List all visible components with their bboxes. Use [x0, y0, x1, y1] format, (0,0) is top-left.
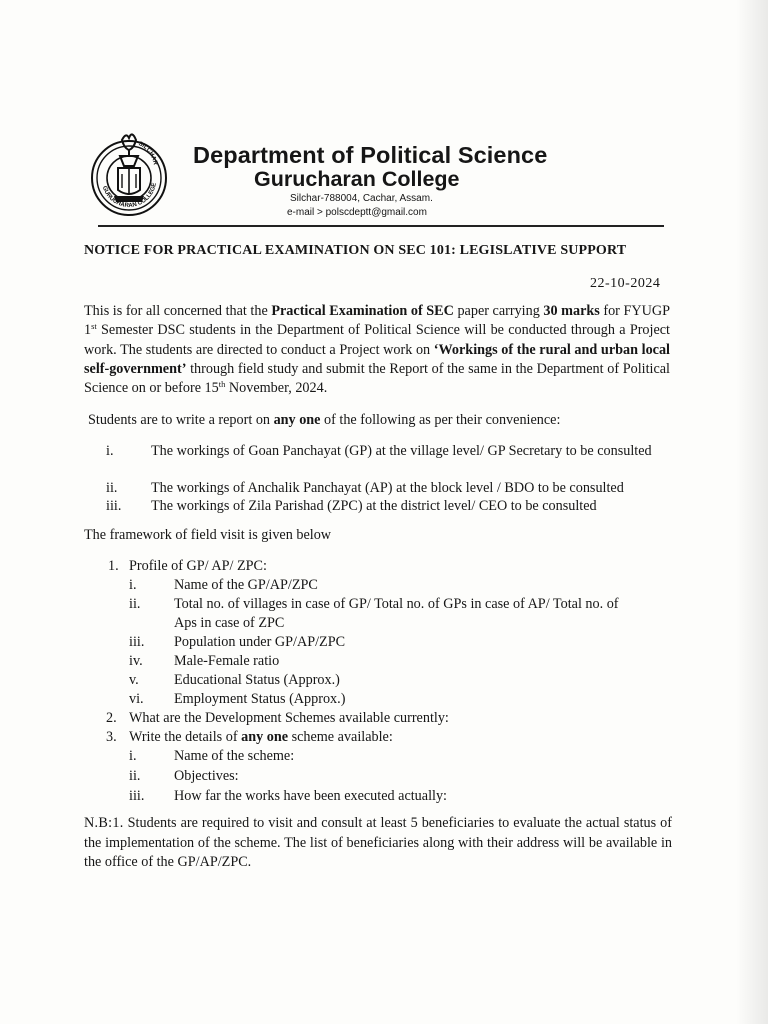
letterhead-divider — [98, 225, 664, 227]
notice-page: GURUCHARAN COLLEGE SILCHAR Department of Political Science Gurucharan College Silchar-788004, Cachar, Assam. e-mail > polscdeptt@gmail.com NOTICE FOR PRACTICAL EXAMINATION ON SEC 101: LEGISLATIVE SUPPORT 22-10-2024 This is for all concerned that the Practical Examination of SEC paper carrying 30 marks for FYUGP 1st Semester DSC students in the Department of Political Science will be conducted through a Project work. The students are directed to conduct a Project work on ‘Workings of the rural and urban local self-government’ through field study and submit the Report of the same in the Department of Political Science on or before 15th November, 2024. Students are to write a report on any one of the following as per their convenience: i. The workings of Goan Panchayat (GP) at the village level/ GP Secretary to be consulted ii. The workings of Anchalik Panchayat (AP) at the block level / BDO to be consulted iii. The workings of Zila Parishad (ZPC) at the district level/ CEO to be consulted The framework of field visit is given below 1. Profile of GP/ AP/ ZPC: i. Name of the GP/AP/ZPC ii. Total no. of villages in case of GP/ Total no. of GPs in case of AP/ Total no. of Aps in case of ZPC iii. Population under GP/AP/ZPC iv. Male-Female ratio v. Educational Status (Approx.) vi. Employment Status (Approx.) 2. What are the Development Schemes available currently: 3. Write the details of any one scheme available: i. Name of the scheme: ii. Objectives: iii. How far the works have been executed actually: N.B:1. Students are required to visit and consult at least 5 beneficiaries to evaluate the actual status of the implementation of the scheme. The list of beneficiaries along with their address will be available in the office of the GP/AP/ZPC. — [0, 0, 768, 1024]
college-seal-logo — [84, 128, 174, 222]
college-address: Silchar-788004, Cachar, Assam. — [290, 193, 433, 204]
notice-body-paragraph: This is for all concerned that the Practical Examination of SEC paper carrying 30 marks for FYUGP 1st Semester DSC students in the Department of Political Science will be conducted through a Project work. The students are directed to conduct a Project work on ‘Workings of the rural and urban local self-government’ through field study and submit the Report of the same in the Department of Political Science on or before 15th November, 2024. — [84, 303, 670, 397]
department-email: e-mail > polscdeptt@gmail.com — [287, 207, 427, 218]
notice-title: NOTICE FOR PRACTICAL EXAMINATION ON SEC 101: LEGISLATIVE SUPPORT — [84, 243, 627, 258]
framework-heading: The framework of field visit is given below — [84, 527, 332, 543]
college-name: Gurucharan College — [254, 167, 460, 191]
department-name: Department of Political Science — [193, 142, 548, 168]
options-intro: Students are to write a report on any one of the following as per their convenience: — [88, 412, 561, 428]
svg-text:GURUCHARAN COLLEGE: GURUCHARAN COLLEGE — [100, 182, 158, 210]
nota-bene-note: N.B:1. Students are required to visit and consult at least 5 beneficiaries to evaluate the actual status of the implementation of the scheme. The list of beneficiaries along with their address will be available in the office of the GP/AP/ZPC. — [84, 815, 672, 871]
notice-date: 22-10-2024 — [590, 276, 661, 291]
page-edge-shadow — [736, 0, 768, 1024]
svg-text:SILCHAR: SILCHAR — [137, 141, 158, 166]
